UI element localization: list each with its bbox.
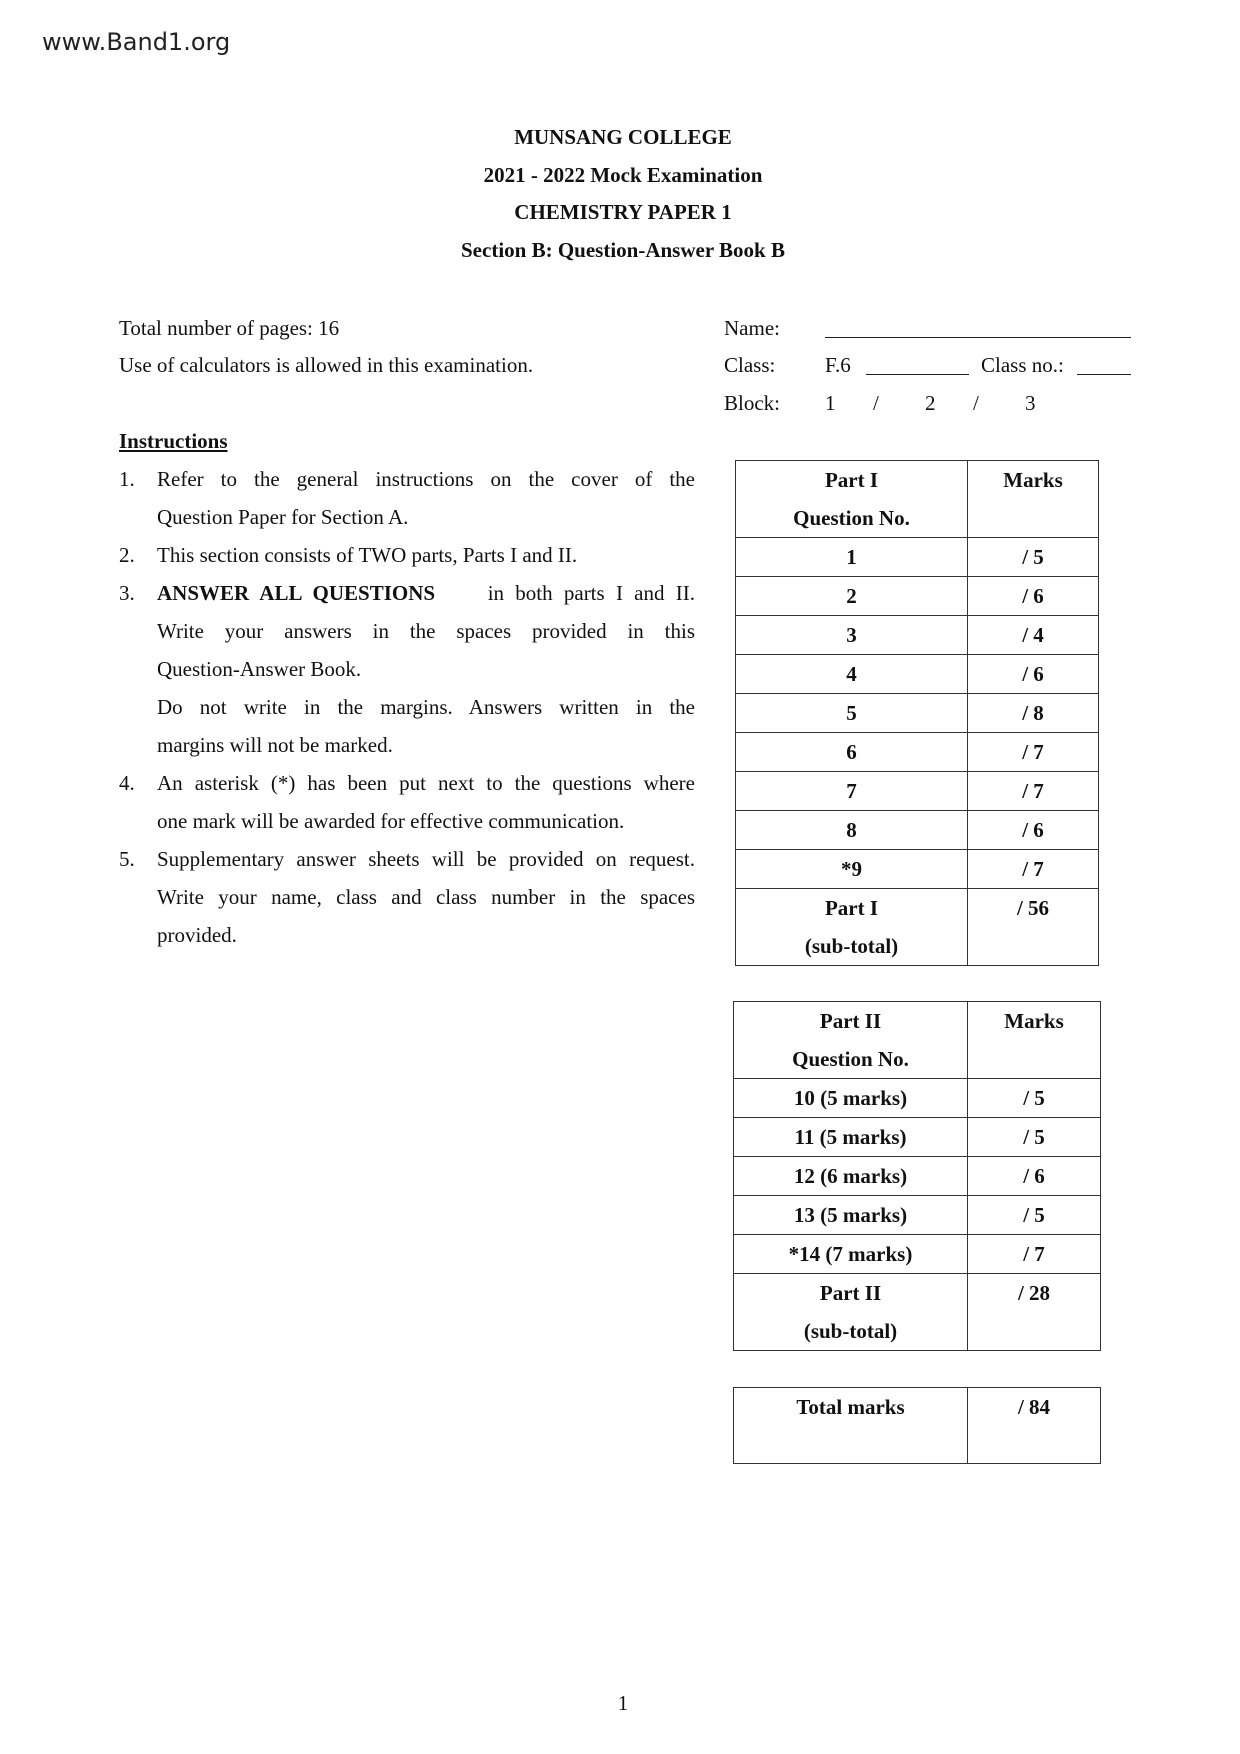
table-row [736,616,1099,655]
block-option[interactable]: 2 [925,391,936,415]
instruction-line: Write your answers in the spaces provided in this [157,619,695,643]
table-row [736,577,1099,616]
class-no-field[interactable] [1077,374,1131,375]
class-no-label: Class no.: [981,353,1064,377]
question-number: *9 [736,850,968,889]
table-row [734,1079,1101,1118]
instruction-item [157,574,695,764]
instruction-line: in both parts I and II. [487,581,695,605]
table-row [734,1196,1101,1235]
marks-cell[interactable]: / 7 [968,772,1099,811]
instruction-line: Write your name, class and class number in the spaces [157,885,695,909]
question-number: 13 (5 marks) [734,1196,968,1235]
instruction-line: Question Paper for Section A. [157,505,409,529]
item-number: 1. [119,467,135,491]
question-number: 1 [736,538,968,577]
instruction-line: one mark will be awarded for effective communication. [157,809,625,833]
marks-cell[interactable]: / 6 [968,655,1099,694]
header-cell: Part I Question No. [736,461,968,538]
marks-cell[interactable]: / 5 [968,1196,1101,1235]
instructions-heading: Instructions [119,429,228,453]
table-row [736,655,1099,694]
marks-cell[interactable]: / 6 [968,1157,1101,1196]
block-label: Block: [724,391,780,415]
header-cell: Marks [968,1002,1101,1079]
header-cell: Part II Question No. [734,1002,968,1079]
table-row [734,1235,1101,1274]
item-number: 5. [119,847,135,871]
table-row [734,1157,1101,1196]
total-value: / 84 [968,1388,1101,1464]
paper-title: CHEMISTRY PAPER 1 [514,200,732,224]
block-option[interactable]: 3 [1025,391,1036,415]
table-row [736,850,1099,889]
instruction-line: Question-Answer Book. [157,657,362,681]
item-number: 3. [119,581,135,605]
page-number: 1 [617,1691,629,1715]
class-prefix: F.6 [825,353,851,377]
question-number: 10 (5 marks) [734,1079,968,1118]
instruction-line: Do not write in the margins. Answers written in the [157,695,695,719]
instruction-line: Refer to the general instructions on the cover of the [157,467,695,491]
name-field[interactable] [825,337,1131,338]
header-cell: Marks [968,461,1099,538]
part2-marks-table [733,1001,1101,1351]
subtotal-label: Part II (sub-total) [734,1274,968,1351]
exam-title: 2021 - 2022 Mock Examination [483,163,763,187]
class-field[interactable] [866,374,969,375]
name-label: Name: [724,316,780,340]
question-number: *14 (7 marks) [734,1235,968,1274]
table-row [734,1118,1101,1157]
table-row [736,772,1099,811]
block-option[interactable]: 1 [825,391,836,415]
subtotal-label: Part I (sub-total) [736,889,968,966]
question-number: 6 [736,733,968,772]
total-label: Total marks [734,1388,968,1464]
marks-cell[interactable]: / 4 [968,616,1099,655]
instruction-line: An asterisk (*) has been put next to the questions where [157,771,695,795]
item-number: 4. [119,771,135,795]
table-row [736,694,1099,733]
part1-marks-table [735,460,1099,966]
table-row [736,733,1099,772]
question-number: 7 [736,772,968,811]
marks-cell[interactable]: / 7 [968,733,1099,772]
instruction-line: This section consists of TWO parts, Parts I and II. [157,543,578,567]
marks-cell[interactable]: / 8 [968,694,1099,733]
instruction-line: provided. [157,923,237,947]
subtotal-row [736,889,1099,966]
total-pages: Total number of pages: 16 [119,316,340,340]
block-separator: / [873,391,879,415]
school-name: MUNSANG COLLEGE [514,125,732,149]
subtotal-row [734,1274,1101,1351]
question-number: 12 (6 marks) [734,1157,968,1196]
instruction-item [157,536,695,574]
instruction-line: margins will not be marked. [157,733,393,757]
marks-cell[interactable]: / 5 [968,1079,1101,1118]
marks-cell[interactable]: / 7 [968,1235,1101,1274]
question-number: 3 [736,616,968,655]
item-number: 2. [119,543,135,567]
question-number: 4 [736,655,968,694]
block-separator: / [973,391,979,415]
total-marks-table [733,1387,1101,1464]
subtotal-marks[interactable]: / 56 [968,889,1099,966]
marks-cell[interactable]: / 7 [968,850,1099,889]
table-row [736,811,1099,850]
marks-cell[interactable]: / 5 [968,1118,1101,1157]
calculator-note: Use of calculators is allowed in this examination. [119,353,534,377]
marks-cell[interactable]: / 6 [968,577,1099,616]
watermark: www.Band1.org [42,28,231,56]
marks-cell[interactable]: / 6 [968,811,1099,850]
instruction-item [157,840,695,954]
subtotal-marks[interactable]: / 28 [968,1274,1101,1351]
marks-cell[interactable]: / 5 [968,538,1099,577]
instruction-item [157,460,695,536]
question-number: 11 (5 marks) [734,1118,968,1157]
instruction-emphasis: ANSWER ALL QUESTIONS [157,581,436,605]
section-title: Section B: Question-Answer Book B [461,238,785,262]
question-number: 2 [736,577,968,616]
instruction-item [157,764,695,840]
instruction-line: Supplementary answer sheets will be provided on request. [157,847,695,871]
class-label: Class: [724,353,776,377]
question-number: 8 [736,811,968,850]
table-row [736,538,1099,577]
question-number: 5 [736,694,968,733]
